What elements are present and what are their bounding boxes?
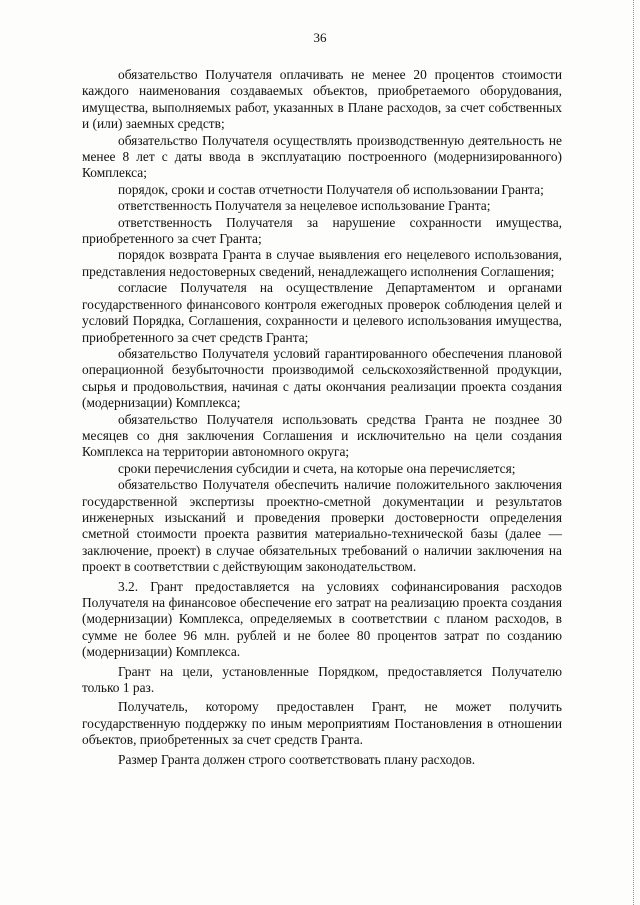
paragraph-obligation-production: обязательство Получателя осуществлять производственную деятельность не менее 8 лет с даты ввода в эксплуатацию построенного (модернизированного) Комплекса; [82, 132, 562, 181]
paragraph-grant-once: Грант на цели, установленные Порядком, предоставляется Получателю только 1 раз. [82, 663, 562, 696]
paragraph-transfer-terms: сроки перечисления субсидии и счета, на которые она перечисляется; [118, 460, 516, 476]
paragraph-section-3-2: 3.2. Грант предоставляется на условиях софинансирования расходов Получателя на финансовое обеспечение его затрат на реализацию проекта создания (модернизации) Комплекса, определяемых в соответствии с планом расходов, в сумме не более 96 млн. рублей и не более 80 процентов затрат по созданию (модернизации) Комплекса. [82, 578, 562, 660]
paragraph-grant-size: Размер Гранта должен строго соответствовать плану расходов. [118, 751, 476, 767]
paragraph-responsibility-property: ответственность Получателя за нарушение сохранности имущества, приобретенного за счет Гранта; [82, 214, 562, 247]
paragraph-breakeven-obligation: обязательство Получателя условий гарантированного обеспечения плановой операционной безубыточности производимой сельскохозяйственной продукции, сырья и продовольствия, начиная с даты окончания реализации проекта создания (модернизации) Комплекса; [82, 345, 562, 411]
paragraph-expertise-obligation: обязательство Получателя обеспечить наличие положительного заключения государственной экспертизы проектно-сметной документации и результатов инженерных изысканий и проведения проверки достоверности определения сметной стоимости проекта развития материально-технической базы (далее — заключение, проект) в случае обязательных требований о наличии заключения на проект в соответствии с действующим законодательством. [82, 477, 562, 575]
paragraph-reporting: порядок, сроки и состав отчетности Получателя об использовании Гранта; [118, 181, 544, 197]
document-body [82, 67, 562, 768]
paragraph-usage-deadline: обязательство Получателя использовать средства Гранта не позднее 30 месяцев со дня заключения Соглашения и исключительно на цели создания Комплекса на территории автономного округа; [82, 411, 562, 460]
paragraph-no-other-support: Получатель, которому предоставлен Грант, не может получить государственную поддержку по иным мероприятиям Постановления в отношении объектов, приобретенных за счет средств Гранта. [82, 699, 562, 748]
page-edge [632, 0, 634, 905]
paragraph-inspection-consent: согласие Получателя на осуществление Департаментом и органами государственного финансового контроля ежегодных проверок соблюдения целей и условий Порядка, Соглашения, сохранности и целевого использования имущества, приобретенного за счет средств Гранта; [82, 280, 562, 345]
paragraph-responsibility-misuse: ответственность Получателя за нецелевое использование Гранта; [118, 198, 491, 214]
paragraph-obligation-cofinancing: обязательство Получателя оплачивать не менее 20 процентов стоимости каждого наименования создаваемых объектов, приобретаемого оборудования, имущества, выполняемых работ, указанных в Плане расходов, за счет собственных и (или) заемных средств; [82, 67, 562, 132]
paragraph-grant-return: порядок возврата Гранта в случае выявления его нецелевого использования, представления недостоверных сведений, ненадлежащего исполнения Соглашения; [82, 247, 562, 279]
page-number: 36 [313, 30, 327, 45]
